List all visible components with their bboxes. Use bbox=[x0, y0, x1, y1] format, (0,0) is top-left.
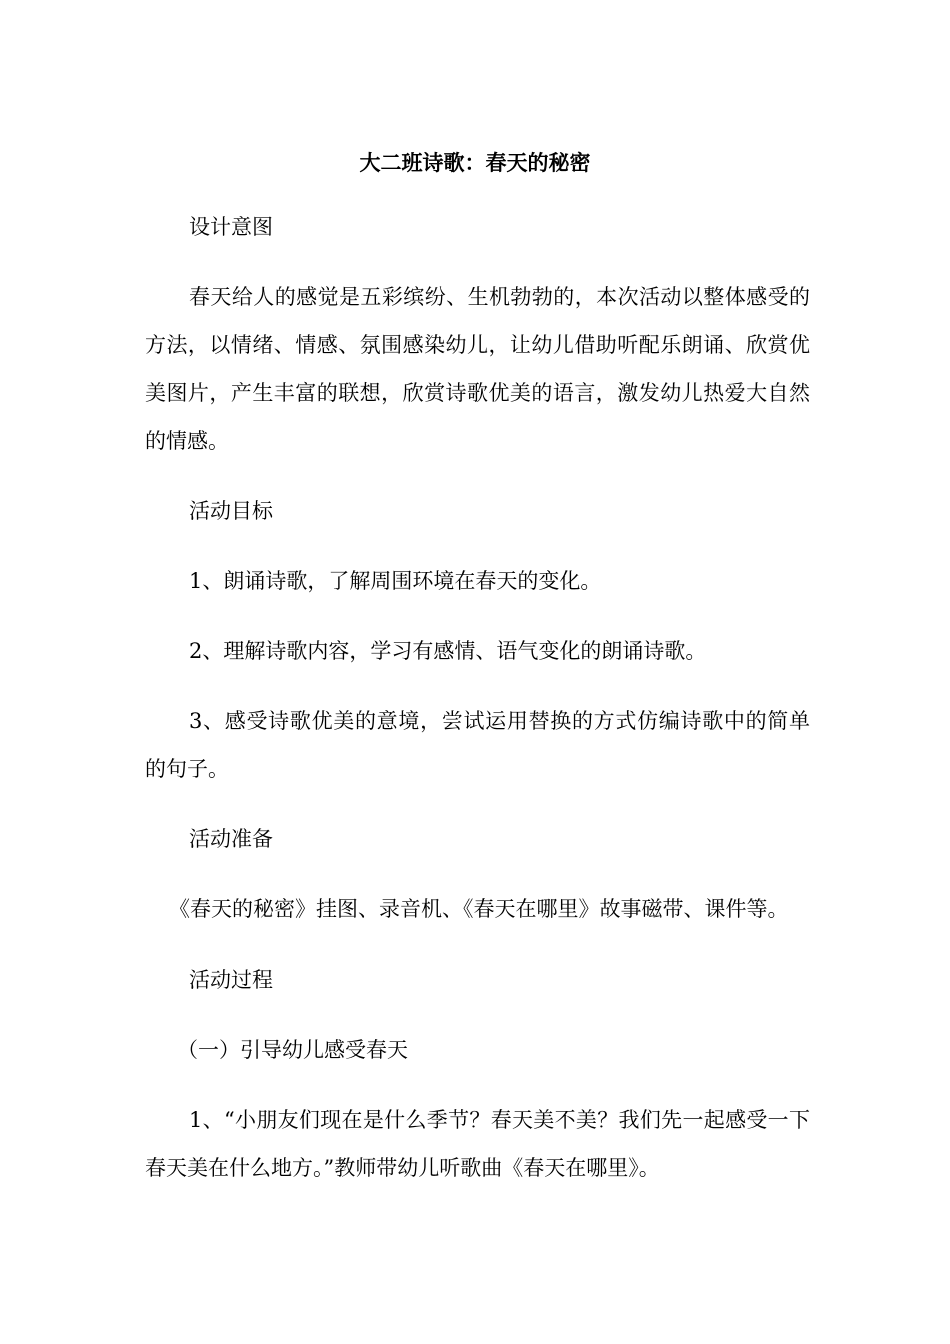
subsection-heading-guide-feel-spring: （一）引导幼儿感受春天 bbox=[177, 1038, 408, 1062]
section-heading-activity-goals: 活动目标 bbox=[189, 499, 273, 523]
document-title: 大二班诗歌：春天的秘密 bbox=[359, 150, 591, 175]
process-step-1: 1、“小朋友们现在是什么季节？春天美不美？我们先一起感受一下春天美在什么地方。”教师带幼儿听歌曲《春天在哪里》。 bbox=[145, 1108, 810, 1180]
goal-item-3: 3、感受诗歌优美的意境，尝试运用替换的方式仿编诗歌中的简单的句子。 bbox=[145, 709, 810, 781]
preparation-materials: 《春天的秘密》挂图、录音机、《春天在哪里》故事磁带、课件等。 bbox=[169, 897, 789, 921]
section-heading-design-intent: 设计意图 bbox=[189, 215, 273, 239]
goal-item-1: 1、朗诵诗歌，了解周围环境在春天的变化。 bbox=[189, 569, 602, 593]
section-heading-activity-process: 活动过程 bbox=[189, 968, 273, 992]
section-heading-activity-preparation: 活动准备 bbox=[189, 827, 273, 851]
goal-item-2: 2、理解诗歌内容，学习有感情、语气变化的朗诵诗歌。 bbox=[189, 639, 707, 663]
paragraph-design-intent-body: 春天给人的感觉是五彩缤纷、生机勃勃的，本次活动以整体感受的方法，以情绪、情感、氛围感染幼儿，让幼儿借助听配乐朗诵、欣赏优美图片，产生丰富的联想，欣赏诗歌优美的语言，激发幼儿热爱大自然的情感。 bbox=[145, 285, 810, 453]
